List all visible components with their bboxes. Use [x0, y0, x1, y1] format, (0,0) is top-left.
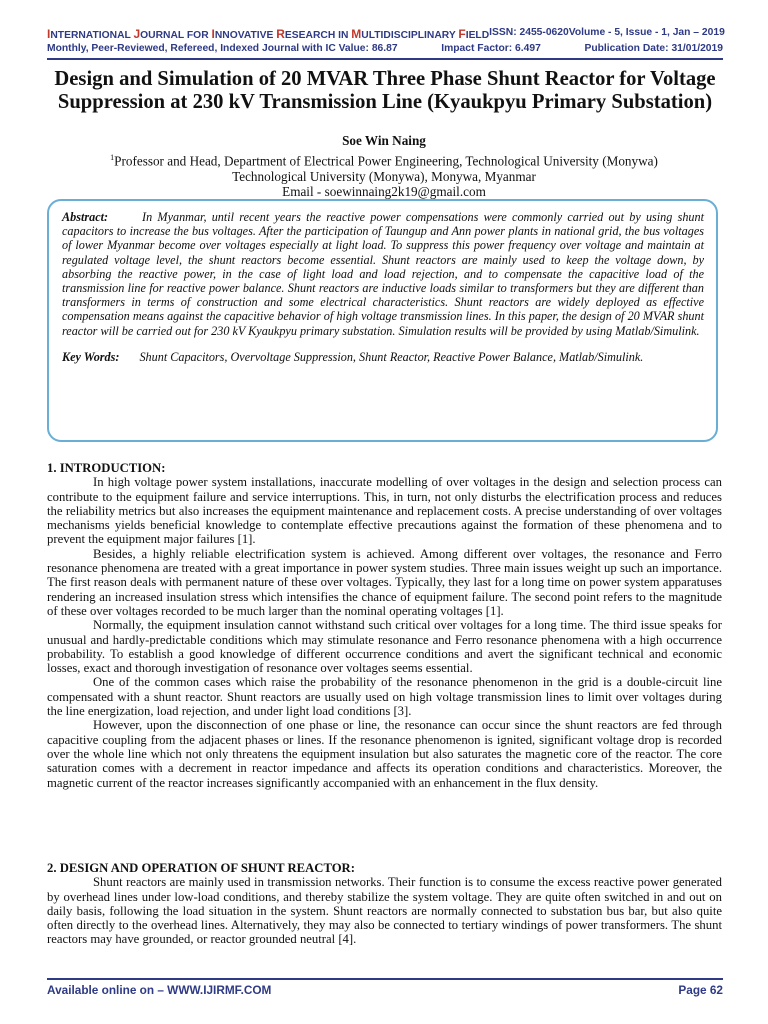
section-introduction [47, 461, 722, 790]
paragraph: One of the common cases which raise the probability of the resonance phenomenon in the grid is a double-circuit line compensated with a shunt reactor. Shunt reactors are usually used on high voltage transmission lines to limit over voltages during the line energization, load rejection, and under light load conditions [3]. [47, 675, 722, 719]
availability-link[interactable]: Available online on – WWW.IJIRMF.COM [47, 983, 272, 997]
section-heading: 2. DESIGN AND OPERATION OF SHUNT REACTOR: [47, 861, 355, 875]
paragraph: Besides, a highly reliable electrification system is achieved. Among different over voltages, the resonance and Ferro resonance phenomena are treated with a great importance in power system studies. Three main issues weight up such an importance. The first reason deals with permanent nature of these over voltages. Typically, they last for a long time on power system apparatuses rendering an increased insulation stress which intensifies the chance of equipment failure. The second point refers to the magnitude of these over voltages recorded to be much larger than the nominal operating voltages [1]. [47, 546, 722, 618]
email: Email - soewinnaing2k19@gmail.com [282, 184, 486, 200]
journal-header [47, 27, 723, 54]
page-number: Page 62 [678, 983, 723, 997]
journal-name: INTERNATIONAL JOURNAL FOR INNOVATIVE RESEARCH IN MULTIDISCIPLINARY FIELD [47, 27, 490, 41]
affiliation: $^1$Professor and Head, Department of Electrical Power Engineering, Technological University (Monywa) Technological University (Monywa), Monywa, Myanmar Email - soewinnaing2k19@gmail.com [0, 150, 768, 200]
publication-date: Publication Date: 31/01/2019 [584, 43, 723, 54]
author-name: Soe Win Naing [342, 133, 426, 148]
volume-issue: Volume - 5, Issue - 1, Jan – 2019 [568, 27, 725, 38]
section-design [47, 861, 722, 947]
paragraph: Normally, the equipment insulation cannot withstand such critical over voltages for a long time. The third issue speaks for unusual and hardly-predictable conditions which may stimulate resonance and Ferro resonance phenomena with a high occurrence probability. To establish a good knowledge of different occurrence conditions and avert the significant technical and economic losses, exact and thorough investigation of resonance over voltages seems essential. [47, 618, 722, 676]
page-footer [47, 983, 723, 997]
keywords-list: Shunt Capacitors, Overvoltage Suppression, Shunt Reactor, Reactive Power Balance, Matlab/Simulink. [139, 349, 644, 364]
paragraph: Shunt reactors are mainly used in transmission networks. Their function is to consume the excess reactive power generated by overhead lines under low-load conditions, and thereby stabilize the system voltage. They are quite often switched in and out on daily basis, following the load situation in the system. Shunt reactors are normally connected to substation bus bar, but also quite often directly to the overhead lines. Alternatively, they may also be connected to tertiary windings of power transformers. The shunt reactors may have grounded, or reactor grounded neutral [4]. [47, 875, 722, 947]
footer-divider [47, 978, 723, 980]
abstract-label: Abstract: [62, 210, 109, 224]
abstract-text [62, 210, 704, 338]
review-line: Monthly, Peer-Reviewed, Refereed, Indexed Journal with IC Value: 86.87 [47, 43, 398, 54]
keywords-label: Key Words: [62, 349, 120, 364]
abstract-box [47, 199, 718, 442]
issn: ISSN: 2455-0620 [489, 27, 569, 38]
paragraph: However, upon the disconnection of one phase or line, the resonance can occur since the shunt reactors are fed through capacitive coupling from the adjacent phases or lines. If the resonance phenomenon is ignited, significant voltage drop is recorded over the whole line which not only threatens the equipment insulation but also saturates the magnetic core of the reactor. The core saturation comes with a decrement in reactor impedance and affects its operation conditions and characteristics. Moreover, the magnetic current of the reactor increases significantly accompanied with an enhancement in the flux density. [47, 718, 722, 790]
impact-factor: Impact Factor: 6.497 [441, 43, 541, 54]
paragraph: In high voltage power system installations, inaccurate modelling of over voltages in the design and selection process can contribute to the equipment failure and service interruptions. This, in turn, not only disturbs the electrification process and reduces the reliability metrics but also increases the equipment maintenance and replacement costs. A precise understanding of over voltages mechanisms yields beneficial knowledge to contemplate effective precautions against the formation of these phenomena and to prevent the equipment major failures [1]. [47, 475, 722, 547]
keywords [62, 350, 704, 364]
paper-title: Design and Simulation of 20 MVAR Three Phase Shunt Reactor for Voltage Suppression at 230 kV Transmission Line (Kyaukpyu Primary Substation) [54, 68, 716, 113]
section-heading: 1. INTRODUCTION: [47, 461, 166, 475]
header-divider [47, 58, 723, 60]
abstract-body: In Myanmar, until recent years the reactive power compensations were commonly carried out by using shunt capacitors to increase the bus voltages. After the participation of Taungup and Ann power plants in national grid, the bus voltages of lower Myanmar become over voltages especially at light load. To suppress this power frequency over voltage and maintain at regulated voltage level, the shunt reactors become essential. Shunt reactors are mainly used to keep the voltage down, by absorbing the reactive power, in the case of light load and load rejection, and to compensate the capacitive load of the transmission line for reactive power balance. Shunt reactors are inductive loads similar to transformers but they are different than transformers in terms of construction and some electrical characteristics. Shunt reactors are widely deployed as effective compensation means against the capacitive behavior of high voltage transmission lines. In this paper, the design of 20 MVAR shunt reactor will be carried out for 230 kV Kyaukpyu primary substation. Simulation results will be provided by using Matlab/Simulink. [62, 210, 704, 338]
